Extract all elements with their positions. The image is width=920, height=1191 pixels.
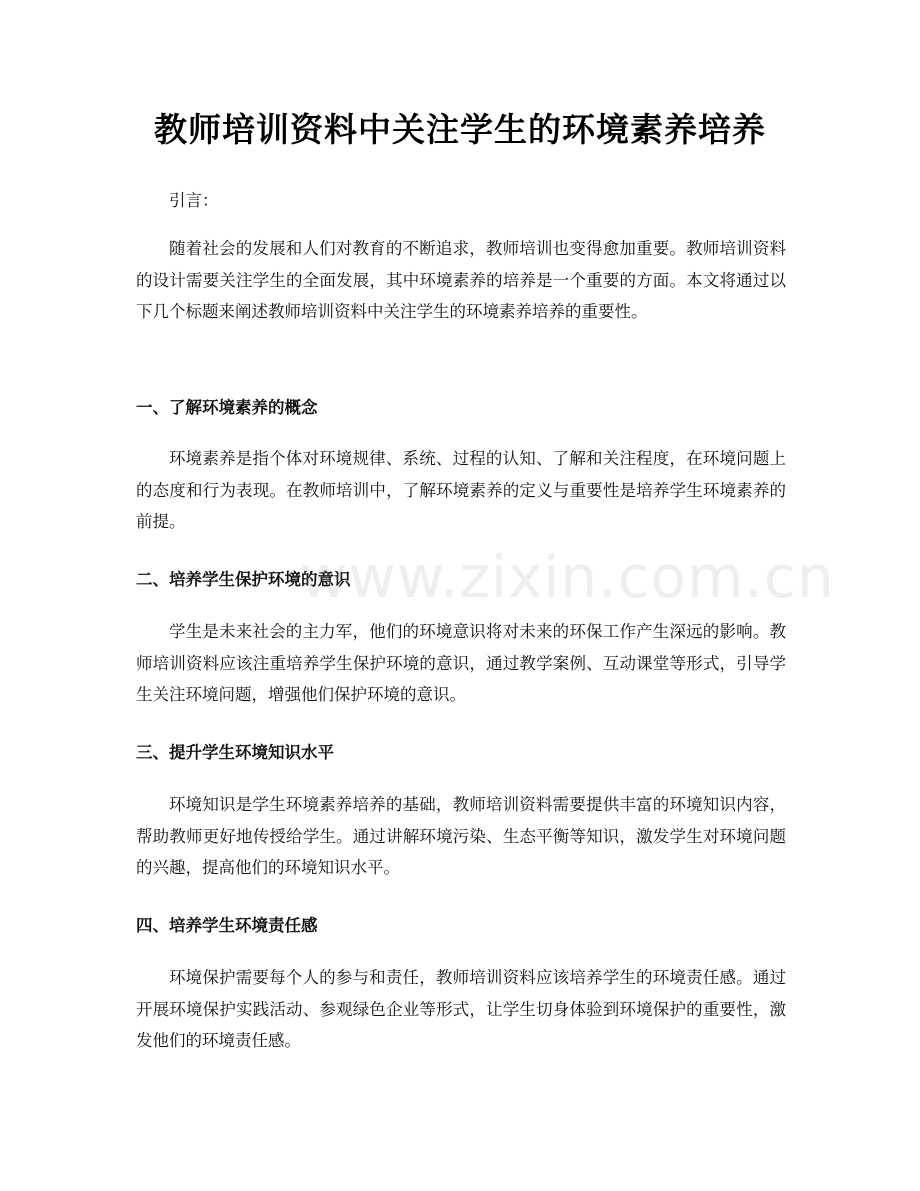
section-heading: 四、培养学生环境责任感: [136, 916, 318, 935]
section-paragraph: 学生是未来社会的主力军，他们的环境意识将对未来的环保工作产生深远的影响。教师培训资料应该注重培养学生保护环境的意识，通过教学案例、互动课堂等形式，引导学生关注环境问题，增强他们保护环境的意识。: [136, 622, 786, 704]
section-heading: 三、提升学生环境知识水平: [136, 743, 334, 762]
section-4-body: [136, 962, 786, 1057]
section-2: [136, 568, 786, 592]
section-3: [136, 741, 786, 765]
section-4: [136, 914, 786, 938]
watermark: www.zixin.com.cn: [300, 543, 835, 611]
intro-paragraph: 随着社会的发展和人们对教育的不断追求，教师培训也变得愈加重要。教师培训资料的设计需要关注学生的全面发展，其中环境素养的培养是一个重要的方面。本文将通过以下几个标题来阐述教师培训资料中关注学生的环境素养培养的重要性。: [136, 239, 786, 321]
section-paragraph: 环境素养是指个体对环境规律、系统、过程的认知、了解和关注程度，在环境问题上的态度和行为表现。在教师培训中，了解环境素养的定义与重要性是培养学生环境素养的前提。: [136, 449, 786, 531]
intro-label: 引言：: [169, 191, 219, 210]
section-paragraph: 环境保护需要每个人的参与和责任，教师培训资料应该培养学生的环境责任感。通过开展环境保护实践活动、参观绿色企业等形式，让学生切身体验到环境保护的重要性，激发他们的环境责任感。: [136, 968, 786, 1050]
intro-label-block: [136, 185, 786, 217]
section-1: [136, 396, 786, 420]
section-2-body: [136, 616, 786, 711]
section-heading: 二、培养学生保护环境的意识: [136, 570, 351, 589]
section-heading: 一、了解环境素养的概念: [136, 398, 318, 417]
section-1-body: [136, 443, 786, 538]
section-3-body: [136, 789, 786, 884]
intro-paragraph-block: [136, 233, 786, 328]
section-paragraph: 环境知识是学生环境素养培养的基础，教师培训资料需要提供丰富的环境知识内容，帮助教师更好地传授给学生。通过讲解环境污染、生态平衡等知识，激发学生对环境问题的兴趣，提高他们的环境知识水平。: [136, 795, 786, 877]
document-title: 教师培训资料中关注学生的环境素养培养: [154, 110, 766, 149]
